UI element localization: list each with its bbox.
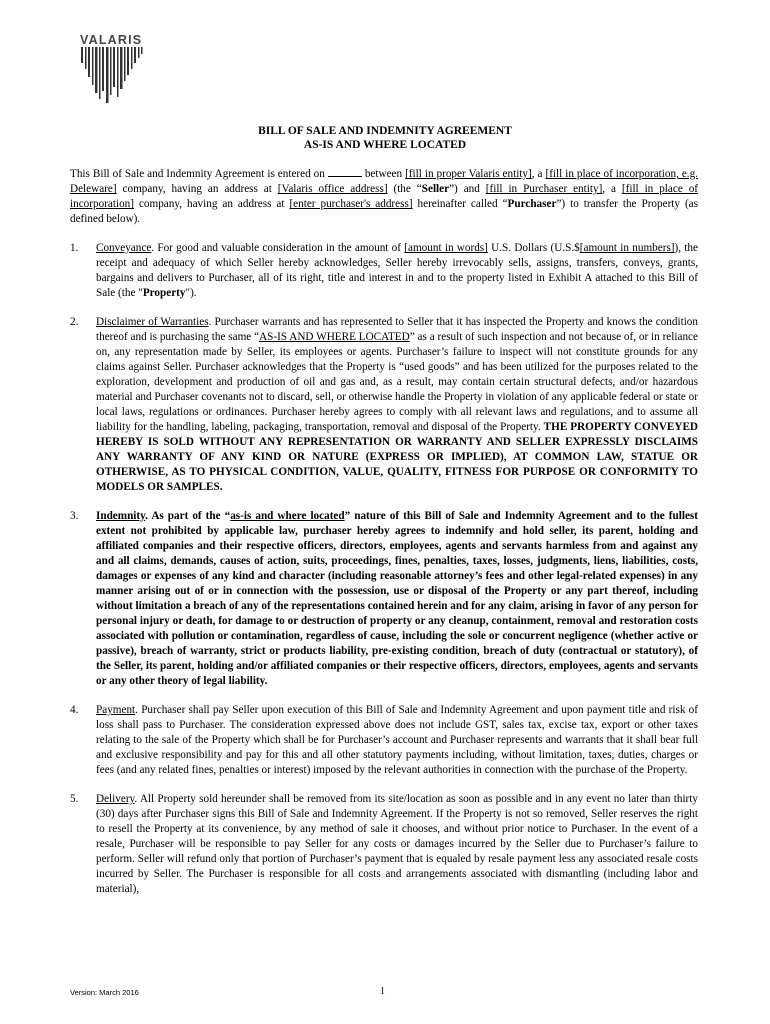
intro-text: company, having an address at	[116, 183, 278, 195]
section-heading: Payment	[96, 704, 136, 716]
section-body: . Purchaser warrants and has represented to Seller that it has inspected the Property and knows the condition thereof and is purchasing the same “	[96, 316, 698, 343]
valaris-logo	[80, 33, 160, 103]
purchaser-entity-field[interactable]: [fill in Purchaser entity]	[485, 183, 603, 195]
section-number: 4.	[70, 704, 79, 716]
section-heading: Indemnity	[96, 510, 146, 522]
section-number: 1.	[70, 242, 79, 254]
section-body: . Purchaser shall pay Seller upon execution of this Bill of Sale and Indemnity Agreement and upon payment title and risk of loss shall pass to Purchaser. The consideration expressed above does not include GST, sales tax, excise tax, export or other taxes relating to the sale of the Property which shall be for Purchaser’s account and Purchaser represents and warrants that it shall bear full and exclusive responsibility and pay for this and all other statutory payments including, without limitation, taxes, duties, charges or fees (and any related fines, penalties or interest) imposed by the relevant authorities in connection with the purchase of the Property.	[96, 704, 698, 776]
valaris-address-field[interactable]: [Valaris office address]	[277, 183, 388, 195]
as-is-term: as-is and where located	[230, 510, 345, 522]
section-text	[96, 241, 698, 301]
as-is-term: AS-IS AND WHERE LOCATED	[259, 331, 410, 343]
intro-text: company, having an address at	[134, 198, 290, 210]
intro-text: This Bill of Sale and Indemnity Agreement is entered on	[70, 168, 328, 180]
section-body: ), the receipt and adequacy of which Seller hereby acknowledges, Seller hereby irrevocably sells, assigns, transfers, conveys, grants, bargains and delivers to Purchaser, all of its right, title and interest in and to the property listed in Exhibit A attached to this Bill of Sale (the "	[96, 242, 698, 299]
purchaser-address-field[interactable]: [enter purchaser's address]	[289, 198, 413, 210]
section-text	[96, 315, 698, 495]
disclaimer-bold-text: THE PROPERTY CONVEYED HEREBY IS SOLD WITHOUT ANY REPRESENTATION OR WARRANTY AND SELLER EXPRESSLY DISCLAIMS ANY WARRANTY OF ANY KIND OR NATURE (EXPRESS OR IMPLIED), AT COMMON LAW, STATUE OR OTHERWISE, AS TO PHYSICAL CONDITION, VALUE, QUALITY, FITNESS FOR PURPOSE OR CONFORMITY TO MODELS OR SAMPLES.	[96, 421, 698, 493]
version-footer: Version: March 2016	[70, 988, 139, 997]
page-number: 1	[380, 986, 385, 997]
intro-text: hereinafter called “	[412, 198, 508, 210]
section-heading: Disclaimer of Warranties	[96, 316, 209, 328]
document-title	[0, 124, 770, 152]
purchaser-term: Purchaser	[507, 198, 557, 210]
section-body: ” nature of this Bill of Sale and Indemnity Agreement and to the fullest extent not prohibited by applicable law, purchaser hereby agrees to indemnify and hold seller, its parent, holding and affiliated companies and their respective officers, directors, employees, agents and servants harmless from and against any and all claims, demands, causes of action, suits, proceedings, fines, penalties, taxes, losses, judgments, liens, liabilities, costs, damages or expenses of any kind and character (including reasonable attorney’s fees and other legal-related expenses) in any manner arising out of or in connection with the possession, use or disposal of the Property or any part thereof, including without limitation a breach of any of the representations contained herein and for any claim, arising in favor of any person for personal injury or death, for damage to or destruction of property or any cleanup, containment, removal and restoration costs associated with pollution or contamination, regardless of cause, including the sole or concurrent negligence (whether active or passive), breach of warranty, strict or products liability, pre-existing condition, breach of duty (contractual or statutory), of the Seller, its parent, holding and/or affiliated companies or their respective officers, directors, employees, agents and servants or any other theory of legal liability.	[96, 510, 698, 687]
section-payment	[70, 703, 698, 778]
section-delivery	[70, 792, 698, 897]
section-indemnity	[70, 509, 698, 689]
intro-text: between	[361, 168, 406, 180]
section-body: ” as a result of such inspection and not because of, or in reliance on, any representation made by Seller, its employees or agents. Purchaser’s failure to inspect will not constitute grounds for any claims against Seller. Purchaser acknowledges that the Property is “used goods” and has been utilized for the purposes related to the exploration, development and production of oil and gas and, as a result, may contain certain structural defects, and/or hazardous material and Purchaser covenants not to discard, sell, or otherwise handle the Property in violation of any applicable federal or state or local laws, regulations or ordinances. Purchaser hereby agrees to comply with all relevant laws and regulations, and to assume all liability for the handling, labeling, packaging, transportation, removal and disposal of the Property.	[96, 331, 698, 433]
amount-numbers-field[interactable]: [amount in numbers]	[579, 242, 675, 254]
section-disclaimer	[70, 315, 698, 495]
intro-text: , a	[602, 183, 622, 195]
section-body: . All Property sold hereunder shall be removed from its site/location as soon as possible and in any event no later than thirty (30) days after Purchaser signs this Bill of Sale and Indemnity Agreement. If the Property is not so removed, Seller reserves the right to resell the Property at its convenience, by any method of sale it chooses, and without prior notice to Purchaser. In the event of a resale, Purchaser will be responsible to pay Seller for any costs or damages incurred by the Seller due to Purchaser’s failure to perform. Seller will refund only that portion of Purchaser’s payment that is equaled by resale payment less any associated resale costs incurred by Seller. The Purchaser is responsible for all costs and arrangements associated with dismantling (including labor and material),	[96, 793, 698, 895]
section-number: 5.	[70, 793, 79, 805]
purchaser-incorporation-field[interactable]: [fill in place of incorporation]	[70, 183, 699, 210]
section-heading: Delivery	[96, 793, 135, 805]
valaris-entity-field[interactable]: [fill in proper Valaris entity]	[405, 168, 532, 180]
intro-text: ”) to transfer the Property (as defined below).	[70, 198, 698, 225]
valaris-barcode-logo-icon	[80, 47, 156, 103]
section-body: . As part of the “	[145, 510, 231, 522]
section-text	[96, 703, 698, 778]
title-line-2: AS-IS AND WHERE LOCATED	[303, 139, 467, 151]
section-body: ").	[185, 287, 197, 299]
amount-words-field[interactable]: [amount in words]	[404, 242, 488, 254]
section-text	[96, 792, 698, 897]
logo-wordmark: VALARIS	[80, 33, 143, 47]
document-body	[70, 166, 698, 911]
incorporation-place-field[interactable]: [fill in place of incorporation, e.g. Deleware]	[70, 168, 698, 195]
section-conveyance	[70, 241, 698, 301]
section-number: 2.	[70, 316, 79, 328]
intro-text: ”) and	[449, 183, 486, 195]
intro-paragraph	[70, 166, 698, 227]
property-term: Property	[142, 287, 186, 299]
section-body: U.S. Dollars (U.S.$	[487, 242, 580, 254]
section-number: 3.	[70, 510, 79, 522]
section-heading: Conveyance	[96, 242, 152, 254]
section-body: . For good and valuable consideration in the amount of	[151, 242, 405, 254]
intro-text: (the “	[387, 183, 422, 195]
date-blank-field[interactable]	[328, 166, 362, 177]
seller-term: Seller	[421, 183, 450, 195]
intro-text: , a	[531, 168, 546, 180]
title-line-1: BILL OF SALE AND INDEMNITY AGREEMENT	[258, 125, 512, 137]
section-text	[96, 509, 698, 689]
